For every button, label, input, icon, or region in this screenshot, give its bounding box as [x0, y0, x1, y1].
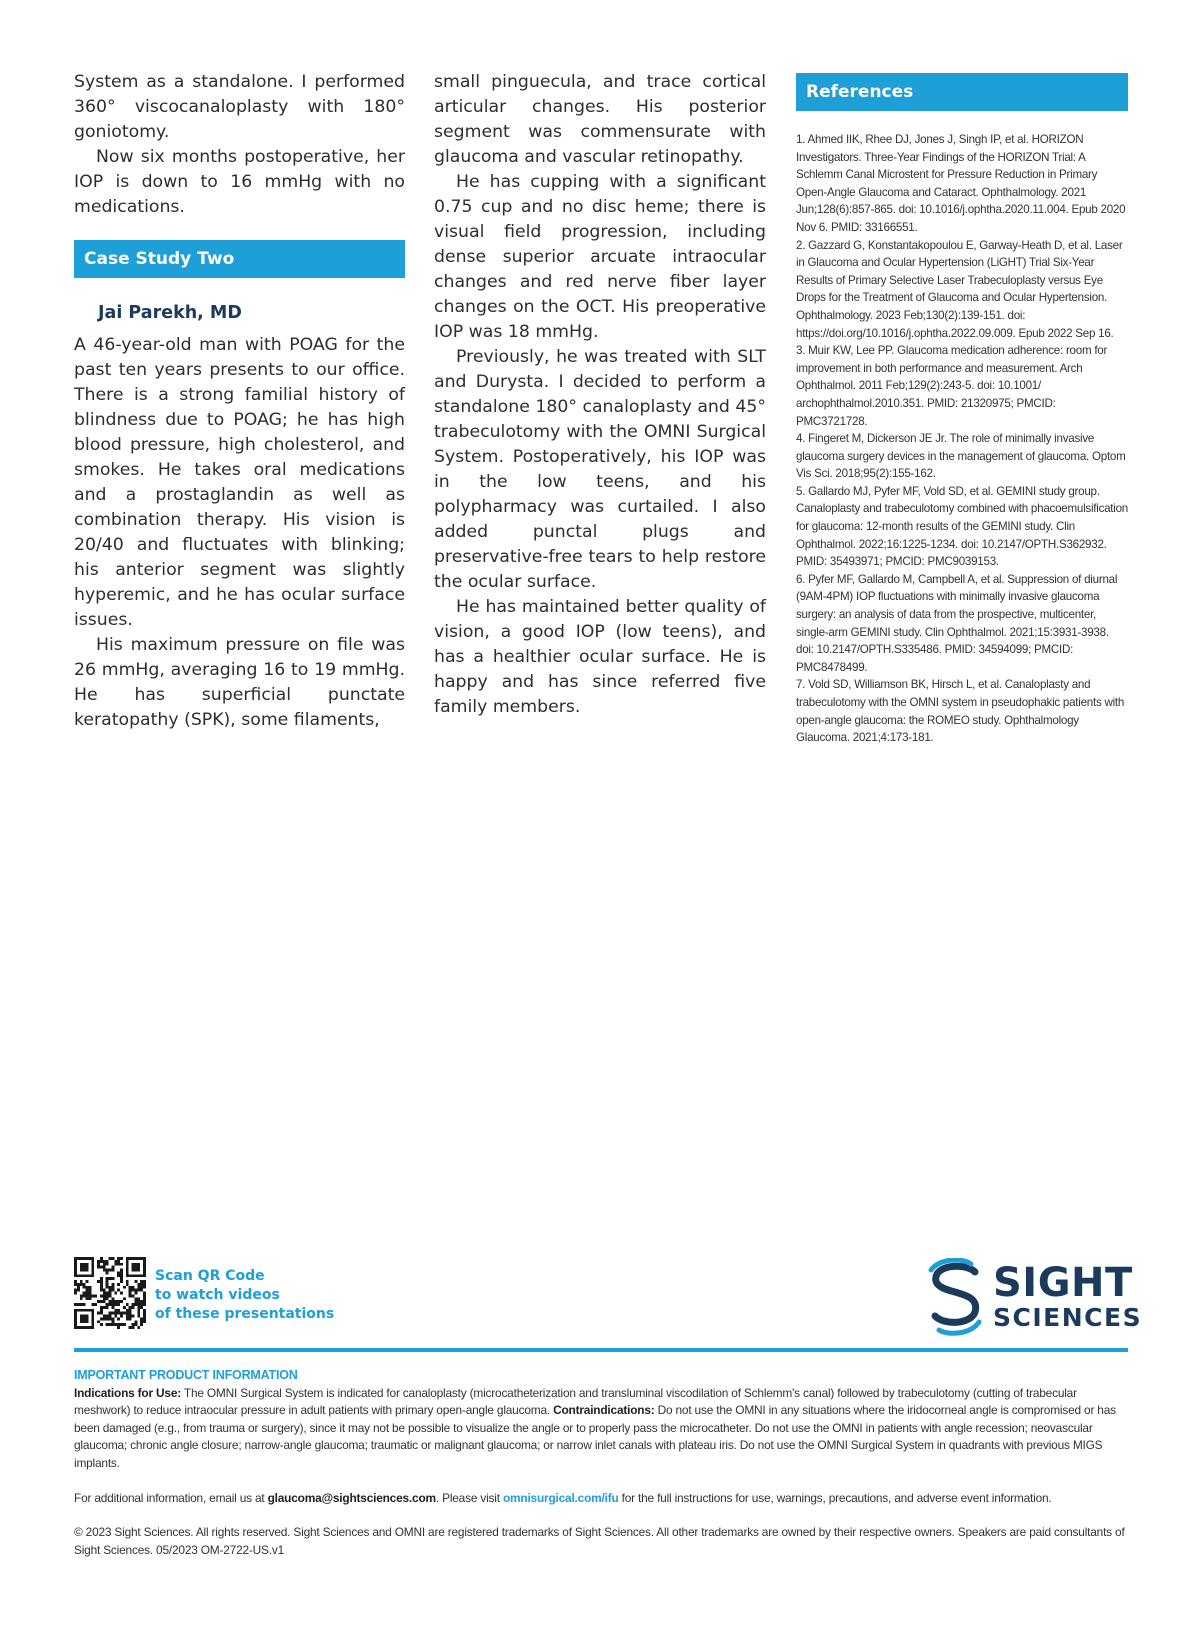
qr-caption-line: Scan QR Code [155, 1268, 265, 1284]
logo-wordmark [993, 1262, 1142, 1332]
contact-line [74, 1490, 1128, 1508]
references-heading: References [796, 73, 1128, 111]
references-section [796, 73, 1128, 747]
paragraph: Now six months postoperative, her IOP is down to 16 mmHg with no medications. [74, 147, 405, 217]
indications-label: Indications for Use: [74, 1385, 181, 1400]
reference-item: 2. Gazzard G, Konstantakopoulou E, Garway-Heath D, et al. Laser in Glaucoma and Ocular Hypertension (LiGHT) Trial Six-Year Results of Primary Selective Laser Trabeculoplasty versus Eye Drops for the Treatment of Glaucoma and Ocular Hypertension. Ophthalmology. 2023 Feb;130(2):139-151. doi: https://doi.org/10.1016/j.ophtha.2022.09.009. Epub 2022 Sep 16. [796, 238, 1123, 340]
email-link[interactable]: glaucoma@sightsciences.com [267, 1490, 436, 1505]
paragraph: His maximum pressure on file was 26 mmHg, averaging 16 to 19 mmHg. He has superficial punctate keratopathy (SPK), some filaments, [74, 635, 405, 730]
product-info-heading: IMPORTANT PRODUCT INFORMATION [74, 1368, 298, 1382]
indications-text: The OMNI Surgical System is indicated for canaloplasty (microcatheterization and transluminal viscodilation of Schlemm's canal) followed by trabeculotomy (cutting of trabecular meshwork) to reduce intraocular pressure in adult patients with primary open-angle glaucoma. [74, 1385, 1077, 1418]
paragraph: Previously, he was treated with SLT and Durysta. I decided to perform a standalone 180° canaloplasty and 45° trabeculotomy with the OMNI Surgical System. Postoperatively, his IOP was in the low teens, and his polypharmacy was curtailed. I also added punctal plugs and preservative-free tears to help restore the ocular surface. [434, 347, 766, 592]
article-column-2 [434, 70, 766, 720]
reference-item: 1. Ahmed IIK, Rhee DJ, Jones J, Singh IP, et al. HORIZON Investigators. Three-Year Findings of the HORIZON Trial: A Schlemm Canal Microstent for Pressure Reduction in Primary Open-Angle Glaucoma and Cataract. Ophthalmology. 2021 Jun;128(6):857-865. doi: 10.1016/j.ophtha.2020.11.004. Epub 2020 Nov 6. PMID: 33166551. [796, 133, 1126, 234]
logo-mark-icon [925, 1258, 985, 1336]
paragraph: He has maintained better quality of vision, a good IOP (low teens), and has a healthier ocular surface. He is happy and has since referred five family members. [434, 597, 766, 717]
qr-code-block [74, 1257, 394, 1331]
sight-sciences-logo [925, 1258, 1143, 1336]
footer [74, 1367, 1128, 1559]
paragraph: small pinguecula, and trace cortical articular changes. His posterior segment was commensurate with glaucoma and vascular retinopathy. [434, 72, 766, 167]
reference-item: 4. Fingeret M, Dickerson JE Jr. The role of minimally invasive glaucoma surgery devices in the management of glaucoma. Optom Vis Sci. 2018;95(2):155-162. [796, 432, 1126, 481]
ifu-link[interactable]: omnisurgical.com/ifu [502, 1490, 619, 1505]
reference-item: 7. Vold SD, Williamson BK, Hirsch L, et al. Canaloplasty and trabeculotomy with the OMNI system in pseudophakic patients with open-angle glaucoma: the ROMEO study. Ophthalmology Glaucoma. 2021;4:173-181. [796, 678, 1125, 745]
copyright-text: © 2023 Sight Sciences. All rights reserved. Sight Sciences and OMNI are registered trademarks of Sight Sciences. All other trademarks are owned by their respective owners. Speakers are paid consultants of Sight Sciences. 05/2023 OM-2722-US.v1 [74, 1525, 1125, 1557]
logo-word-sight: SIGHT [993, 1260, 1133, 1306]
paragraph: A 46-year-old man with POAG for the past ten years presents to our office. There is a strong familial history of blindness due to POAG; he has high blood pressure, high cholesterol, and smokes. He takes oral medications and a prostaglandin as well as combination therapy. His vision is 20/40 and fluctuates with blinking; his anterior segment was slightly hyperemic, and he has ocular surface issues. [74, 335, 405, 630]
contraindications-label: Contraindications: [553, 1403, 655, 1418]
indications-paragraph [74, 1385, 1128, 1473]
paragraph: System as a standalone. I performed 360° viscocanaloplasty with 180° goniotomy. [74, 72, 405, 142]
contact-prefix: For additional information, email us at [74, 1490, 268, 1505]
section-heading: Case Study Two [74, 240, 405, 278]
author-name: Jai Parekh, MD [98, 303, 242, 323]
qr-caption-line: to watch videos [155, 1287, 280, 1303]
paragraph: He has cupping with a significant 0.75 cup and no disc heme; there is visual field progression, including dense superior arcuate intraocular changes and red nerve fiber layer changes on the OCT. His preoperative IOP was 18 mmHg. [434, 172, 766, 342]
reference-item: 3. Muir KW, Lee PP. Glaucoma medication adherence: room for improvement in both performance and measurement. Arch Ophthalmol. 2011 Feb;129(2):243-5. doi: 10.1001/ archophthalmol.2010.351. PMID: 21320975; PMCID: PMC3721728. [796, 344, 1108, 428]
contact-mid: . Please visit [435, 1490, 503, 1505]
references-list [796, 131, 1128, 747]
reference-item: 6. Pyfer MF, Gallardo M, Campbell A, et al. Suppression of diurnal (9AM-4PM) IOP fluctuations with minimally invasive glaucoma surgery: an analysis of data from the prospective, multicenter, single-arm GEMINI study. Clin Ophthalmol. 2021;15:3931-3938. doi: 10.2147/OPTH.S335486. PMID: 34594099; PMCID: PMC8478499. [796, 572, 1118, 674]
article-column-1 [74, 70, 405, 733]
logo-word-sciences: SCIENCES [993, 1303, 1143, 1332]
contraindications-text: Do not use the OMNI in any situations where the iridocorneal angle is compromised or has been damaged (e.g., from trauma or surgery), since it may not be possible to visualize the angle or to properly pass the microcatheter. Do not use the OMNI in patients with angle recession; neovascular glaucoma; chronic angle closure; narrow-angle glaucoma; traumatic or malignant glaucoma; or narrow inlet canals with plateau iris. Do not use the OMNI Surgical System in quadrants with previous MIGS implants. [74, 1403, 1116, 1470]
qr-code-icon[interactable] [74, 1257, 146, 1329]
qr-caption-line: of these presentations [155, 1306, 335, 1322]
reference-item: 5. Gallardo MJ, Pyfer MF, Vold SD, et al. GEMINI study group. Canaloplasty and trabeculotomy combined with phacoemulsification for glaucoma: 12-month results of the GEMINI study. Clin Ophthalmol. 2022;16:1225-1234. doi: 10.2147/OPTH.S362932. PMID: 35493971; PMCID: PMC9039153. [796, 484, 1129, 569]
qr-caption [155, 1267, 334, 1324]
contact-suffix: for the full instructions for use, warnings, precautions, and adverse event information. [618, 1490, 1052, 1505]
footer-divider [74, 1348, 1128, 1352]
